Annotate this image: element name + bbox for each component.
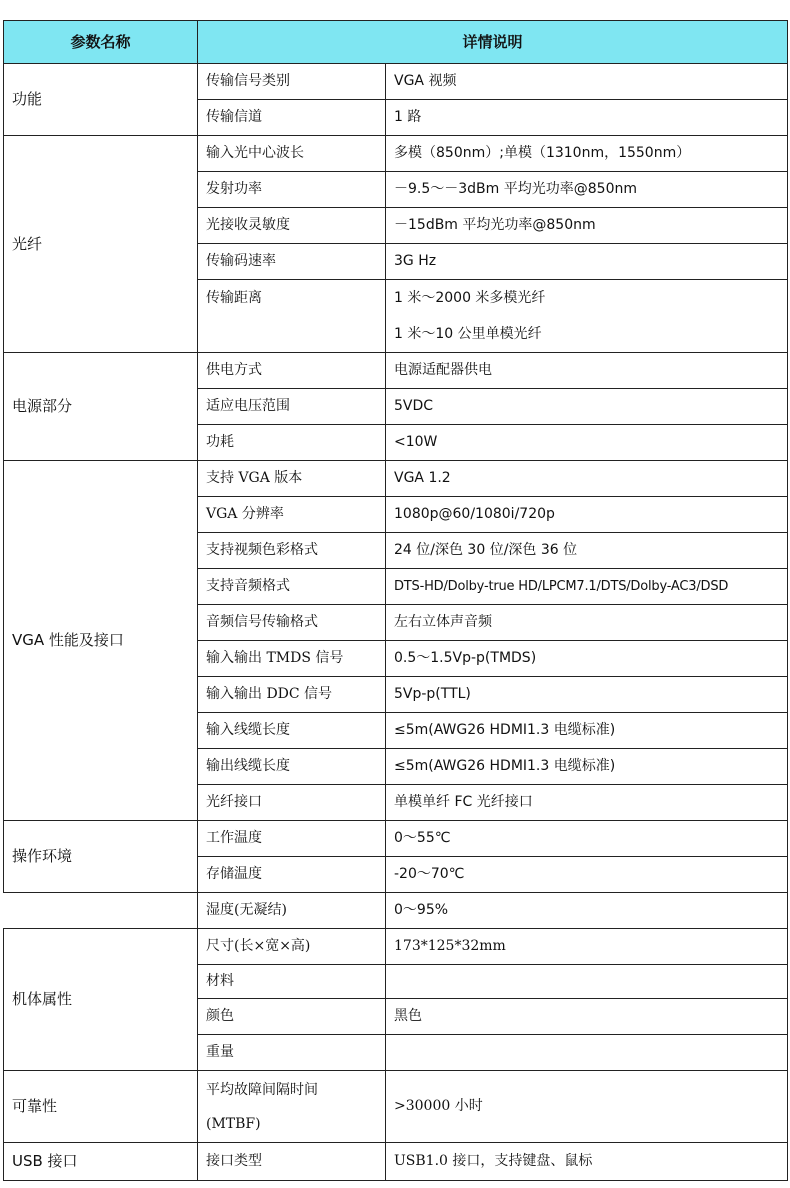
param-value: 0～55℃	[386, 821, 788, 857]
table-row	[4, 136, 788, 172]
param-value: 黑色	[386, 999, 788, 1035]
param-name: 传输信号类别	[198, 64, 386, 100]
param-name: 光接收灵敏度	[198, 208, 386, 244]
spec-table	[3, 20, 788, 1181]
param-value: 单模单纤 FC 光纤接口	[386, 785, 788, 821]
param-name: 输出线缆长度	[198, 749, 386, 785]
param-value: 5VDC	[386, 389, 788, 425]
category-function: 功能	[4, 64, 198, 136]
header-param-name: 参数名称	[4, 21, 198, 64]
param-name: 材料	[198, 965, 386, 999]
param-name: 重量	[198, 1035, 386, 1071]
param-value: VGA 视频	[386, 64, 788, 100]
category-body: 机体属性	[4, 929, 198, 1071]
header-row	[4, 21, 788, 64]
category-vga: VGA 性能及接口	[4, 461, 198, 821]
category-environment: 操作环境	[4, 821, 198, 893]
param-value: 0.5～1.5Vp-p(TMDS)	[386, 641, 788, 677]
param-name: 输入输出 TMDS 信号	[198, 641, 386, 677]
distance-singlemode: 1 米～10 公里单模光纤	[394, 326, 542, 342]
table-row	[4, 821, 788, 857]
distance-label: 传输距离	[206, 290, 262, 306]
param-value: 0～95%	[386, 893, 788, 929]
param-name: 湿度(无凝结)	[198, 893, 386, 929]
table-row	[4, 353, 788, 389]
param-value: >30000 小时	[386, 1071, 788, 1143]
table-row	[4, 1071, 788, 1143]
param-name: 输入光中心波长	[198, 136, 386, 172]
category-fiber: 光纤	[4, 136, 198, 353]
table-row	[4, 1143, 788, 1181]
param-value: ≤5m(AWG26 HDMI1.3 电缆标准)	[386, 749, 788, 785]
param-name	[198, 280, 386, 353]
param-name: 光纤接口	[198, 785, 386, 821]
param-value: 电源适配器供电	[386, 353, 788, 389]
table-row	[4, 893, 788, 929]
param-name: 接口类型	[198, 1143, 386, 1181]
param-value: 1 路	[386, 100, 788, 136]
table-row	[4, 64, 788, 100]
param-name: 供电方式	[198, 353, 386, 389]
param-value: USB1.0 接口，支持键盘、鼠标	[386, 1143, 788, 1181]
category-empty	[4, 893, 198, 929]
param-value: VGA 1.2	[386, 461, 788, 497]
param-value: ≤5m(AWG26 HDMI1.3 电缆标准)	[386, 713, 788, 749]
param-value	[386, 280, 788, 353]
param-name: 适应电压范围	[198, 389, 386, 425]
param-name: 工作温度	[198, 821, 386, 857]
distance-multimode: 1 米～2000 米多模光纤	[394, 290, 546, 306]
param-value: －15dBm 平均光功率@850nm	[386, 208, 788, 244]
param-name: 输入线缆长度	[198, 713, 386, 749]
param-name: VGA 分辨率	[198, 497, 386, 533]
param-name: 传输信道	[198, 100, 386, 136]
param-name: 音频信号传输格式	[198, 605, 386, 641]
table-row	[4, 929, 788, 965]
mtbf-label-line2: (MTBF)	[206, 1115, 261, 1132]
param-value: <10W	[386, 425, 788, 461]
param-value: 24 位/深色 30 位/深色 36 位	[386, 533, 788, 569]
table-row	[4, 461, 788, 497]
mtbf-label-line1: 平均故障间隔时间	[206, 1081, 318, 1098]
param-value: 5Vp-p(TTL)	[386, 677, 788, 713]
param-value: DTS-HD/Dolby-true HD/LPCM7.1/DTS/Dolby-AC3/DSD	[386, 569, 788, 605]
param-value: 173*125*32mm	[386, 929, 788, 965]
param-name: 传输码速率	[198, 244, 386, 280]
param-name: 发射功率	[198, 172, 386, 208]
param-name: 支持 VGA 版本	[198, 461, 386, 497]
category-power: 电源部分	[4, 353, 198, 461]
param-name: 支持视频色彩格式	[198, 533, 386, 569]
param-value: 左右立体声音频	[386, 605, 788, 641]
param-value	[386, 965, 788, 999]
param-value	[386, 1035, 788, 1071]
param-name: 存储温度	[198, 857, 386, 893]
param-name: 尺寸(长×宽×高)	[198, 929, 386, 965]
param-name	[198, 1071, 386, 1143]
category-reliability: 可靠性	[4, 1071, 198, 1143]
param-value: －9.5～－3dBm 平均光功率@850nm	[386, 172, 788, 208]
param-value: -20～70℃	[386, 857, 788, 893]
category-usb: USB 接口	[4, 1143, 198, 1181]
param-value: 3G Hz	[386, 244, 788, 280]
param-name: 支持音频格式	[198, 569, 386, 605]
param-value: 1080p@60/1080i/720p	[386, 497, 788, 533]
param-name: 颜色	[198, 999, 386, 1035]
param-name: 输入输出 DDC 信号	[198, 677, 386, 713]
header-detail: 详情说明	[198, 21, 788, 64]
param-name: 功耗	[198, 425, 386, 461]
param-value: 多模（850nm）;单模（1310nm，1550nm）	[386, 136, 788, 172]
